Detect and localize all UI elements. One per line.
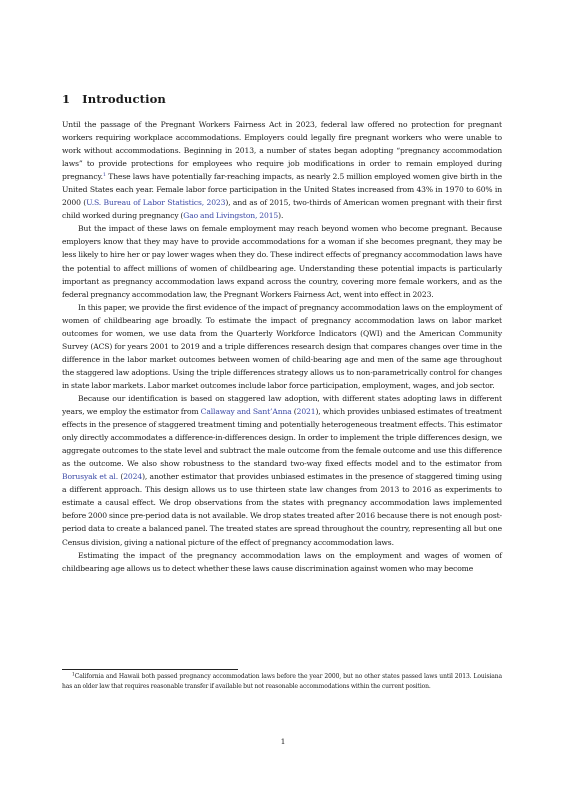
footnote-reference[interactable]: 1 (102, 172, 106, 179)
paragraph-text: ). (278, 211, 284, 221)
footnote-text: California and Hawaii both passed pregnancy accommodation laws before the year 2000, but no other states passed laws until 2013. Louisiana has an older law that requires reasonable transfer if available but not reasonable accommodations within the current position. (62, 673, 502, 691)
paragraph-text: ), which provides unbiased estimates of treatment effects in the presence of staggered treatment timing and potentially heterogeneous treatment effects. This estimator only directly accommodates a difference-in-differences design. In order to implement the triple differences design, we aggregate outcomes to the state level and subtract the male outcome from the female outcome and use this difference as the outcome. We also show robustness to the standard two-way fixed effects model and to the estimator from (62, 407, 502, 469)
paragraphs (62, 118, 502, 575)
footnote-marker: 1 (72, 672, 75, 678)
paragraph-text: ( (118, 472, 124, 482)
paragraph-text: In this paper, we provide the first evidence of the impact of pregnancy accommodation laws on the employment of women of childbearing age broadly. To estimate the impact of pregnancy accommodation laws on labor market outcomes for women, we use data from the Quarterly Workforce Indicators (QWI) and the American Community Survey (ACS) for years 2001 to 2019 and a triple differences research design that compares changes over time in the difference in the labor market outcomes between women of child-bearing age and men of the same age throughout the staggered law adoptions. Using the triple differences strategy allows us to non-parametrically control for changes in state labor markets. Labor market outcomes include labor force participation, employment, wages, and job sector. (62, 302, 502, 390)
section-heading (62, 92, 502, 106)
citation-link[interactable]: 2024 (123, 472, 143, 482)
paragraph-text: Because our identification is based on staggered law adoption, with different states adopting laws in different years, we employ the estimator from (62, 393, 502, 417)
paragraph (62, 118, 502, 222)
paragraph-text: These laws have potentially far-reaching impacts, as nearly 2.5 million employed women give birth in the United States each year. Female labor force participation in the United States increased from 43% in 1970 to 60% in 2000 ( (62, 172, 502, 208)
paragraph (62, 222, 502, 300)
citation-link[interactable]: 2021 (296, 407, 316, 417)
citation-link[interactable]: U.S. Bureau of Labor Statistics, 2023 (86, 198, 226, 208)
paragraph-text: Estimating the impact of the pregnancy accommodation laws on the employment and wages of women of childbearing age allows us to detect whether these laws cause discrimination against women who may become (62, 550, 502, 573)
paragraph-text: ), another estimator that provides unbiased estimates in the presence of staggered timing using a different approach. This design allows us to use thirteen state law changes from 2013 to 2016 as experiments to estimate a causal effect. We drop observations from the states with pregnancy accommodation laws implemented before 2000 since pre-period data is not available. We drop states treated after 2016 because there is not enough post-period data to create a balanced panel. The treated states are spread throughout the country, representing all but one Census division, giving a national picture of the effect of pregnancy accommodation laws. (62, 472, 503, 547)
paragraph (62, 549, 502, 575)
page-number: 1 (280, 737, 286, 746)
paragraph-text: ), and as of 2015, two-thirds of American women pregnant with their first child worked during pregnancy ( (62, 198, 502, 221)
citation-link[interactable]: Callaway and Sant’Anna (200, 407, 292, 417)
paragraph (62, 392, 502, 549)
citation-link[interactable]: Gao and Livingston, 2015 (183, 211, 279, 221)
page-body (62, 92, 502, 575)
section-number: 1 (62, 92, 71, 106)
paragraph-text: ( (291, 407, 297, 417)
footnote-rule (62, 669, 238, 670)
paragraph-text: But the impact of these laws on female employment may reach beyond women who become pregnant. Because employers know that they may have to provide accommodations for a woman if she becomes pregnant, they may be less likely to hire her or pay lower wages when they do. These indirect effects of pregnancy accommodation laws have the potential to affect millions of women of childbearing age. Understanding these potential impacts is particularly important as pregnancy accommodation laws expand across the country, covering more female workers, and as the federal pregnancy accommodation law, the Pregnant Workers Fairness Act, went into effect in 2023. (62, 224, 502, 299)
section-title: Introduction (82, 92, 166, 106)
citation-link[interactable]: Borusyak et al. (62, 472, 119, 482)
paragraph (62, 301, 502, 392)
footnote (62, 672, 502, 692)
paragraph-text: Until the passage of the Pregnant Workers Fairness Act in 2023, federal law offered no protection for pregnant workers requiring workplace accommodations. Employers could legally fire pregnant workers who were unable to work without accommodations. Beginning in 2013, a number of states began adopting “pregnancy accommodation laws” to provide protections for employees who require job modifications in order to remain employed during pregnancy. (62, 120, 502, 182)
